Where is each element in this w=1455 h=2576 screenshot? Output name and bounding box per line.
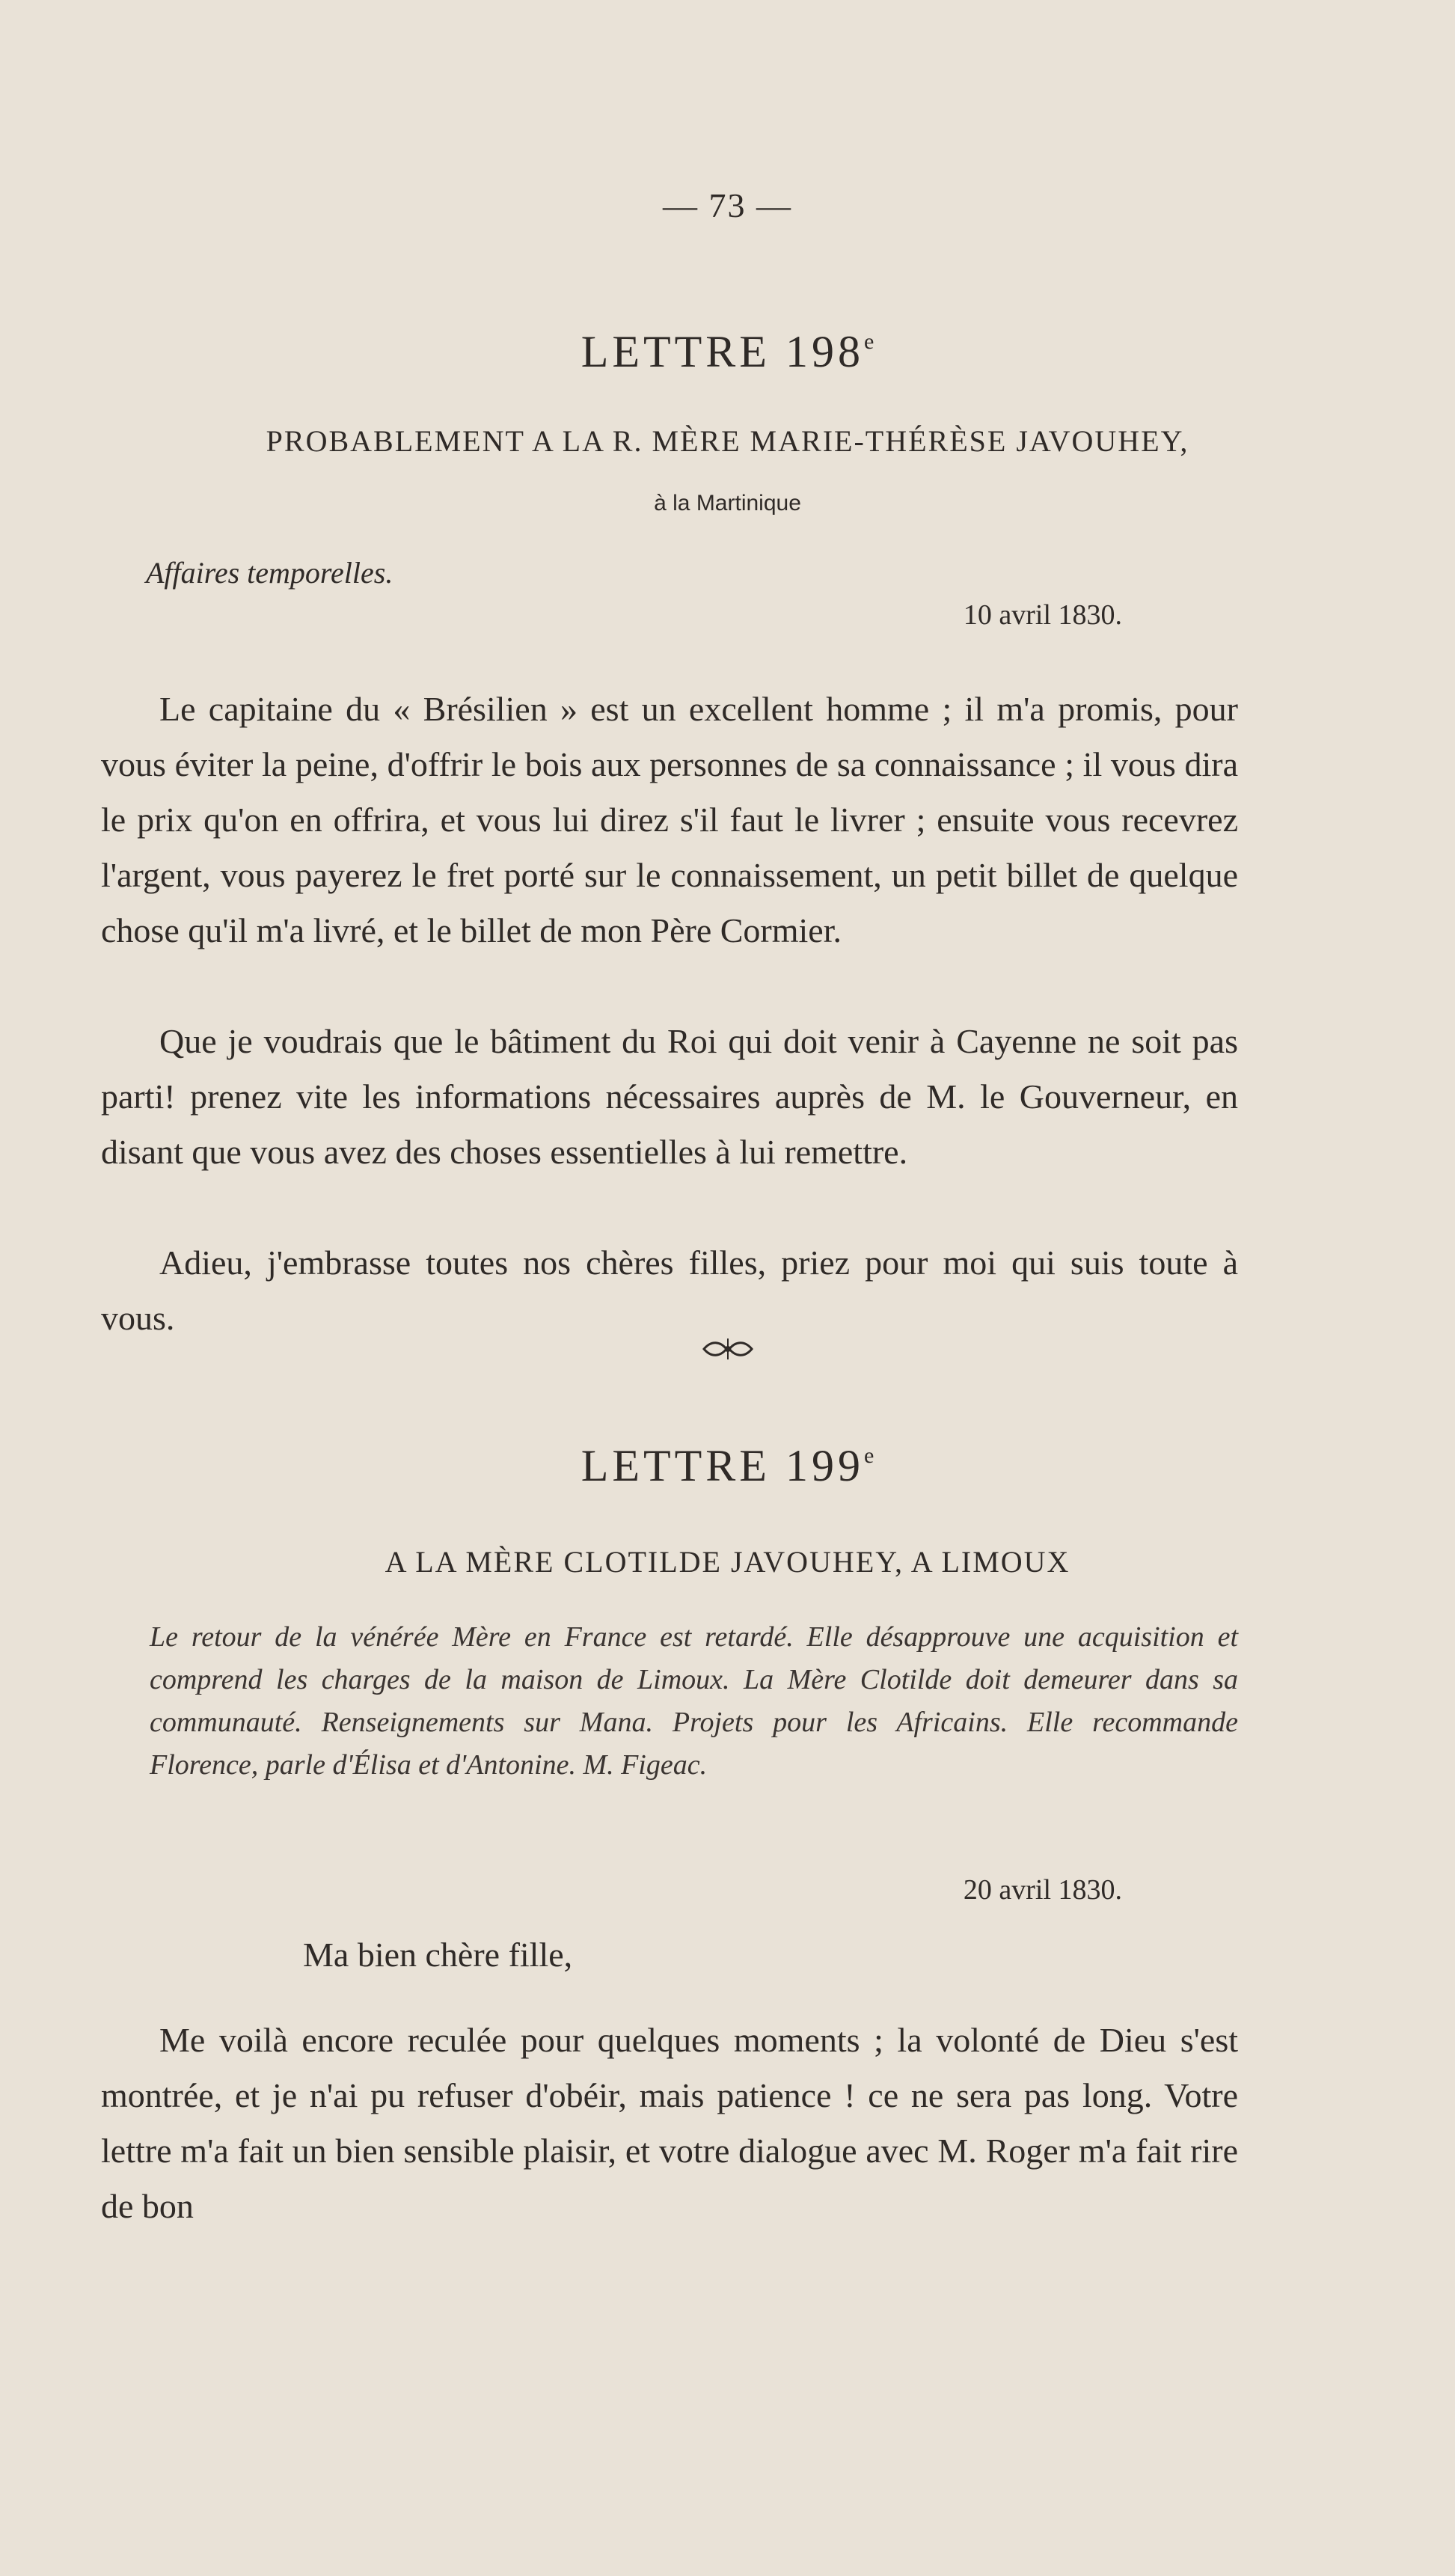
letter-198-title-sup: e	[863, 329, 874, 354]
letter-198-title	[0, 326, 1455, 378]
letter-198-subject: Affaires temporelles.	[146, 556, 393, 590]
letter-199-date: 20 avril 1830.	[963, 1874, 1122, 1906]
letter-198-recipient-location: à la Martinique	[654, 491, 801, 515]
letter-199-title	[0, 1440, 1455, 1492]
page-number: — 73 —	[663, 186, 792, 224]
letter-198-paragraph-1: Le capitaine du « Brésilien » est un excellent homme ; il m'a promis, pour vous éviter la peine, d'offrir le bois aux personnes de sa connaissance ; il vous dira le prix qu'on en offrira, et vous lui direz s'il faut le livrer ; ensuite vous recevrez l'argent, vous payerez le fret porté sur le connaissement, un petit billet de quelque chose qu'il m'a livré, et le billet de mon Père Cormier.	[101, 690, 1238, 949]
letter-198-title-text: LETTRE 198	[581, 327, 864, 376]
fleuron-icon	[701, 1336, 755, 1362]
letter-198-recipient: PROBABLEMENT A LA R. MÈRE MARIE-THÉRÈSE JAVOUHEY,	[266, 424, 1189, 458]
letter-198-paragraph-2: Que je voudrais que le bâtiment du Roi qui doit venir à Cayenne ne soit pas parti! prenez vite les informations nécessaires auprès de M. le Gouverneur, en disant que vous avez des choses essentielles à lui remettre.	[101, 1022, 1238, 1171]
letter-199-summary: Le retour de la vénérée Mère en France est retardé. Elle désapprouve une acquisition et comprend les charges de la maison de Limoux. La Mère Clotilde doit demeurer dans sa communauté. Renseignements sur Mana. Projets pour les Africains. Elle recommande Florence, parle d'Élisa et d'Antonine. M. Figeac.	[150, 1621, 1238, 1781]
letter-198-paragraph-3: Adieu, j'embrasse toutes nos chères filles, priez pour moi qui suis toute à vous.	[101, 1243, 1238, 1337]
letter-199-greeting: Ma bien chère fille,	[303, 1936, 573, 1974]
letter-199-recipient: A LA MÈRE CLOTILDE JAVOUHEY, A LIMOUX	[385, 1545, 1070, 1579]
letter-199-paragraph-1: Me voilà encore reculée pour quelques moments ; la volonté de Dieu s'est montrée, et je n'ai pu refuser d'obéir, mais patience ! ce ne sera pas long. Votre lettre m'a fait un bien sensible plaisir, et votre dialogue avec M. Roger m'a fait rire de bon	[101, 2021, 1238, 2225]
letter-199-title-text: LETTRE 199	[581, 1441, 864, 1490]
section-divider-ornament	[0, 1336, 1455, 1366]
letter-198-date: 10 avril 1830.	[963, 599, 1122, 631]
letter-199-title-sup: e	[863, 1443, 874, 1468]
